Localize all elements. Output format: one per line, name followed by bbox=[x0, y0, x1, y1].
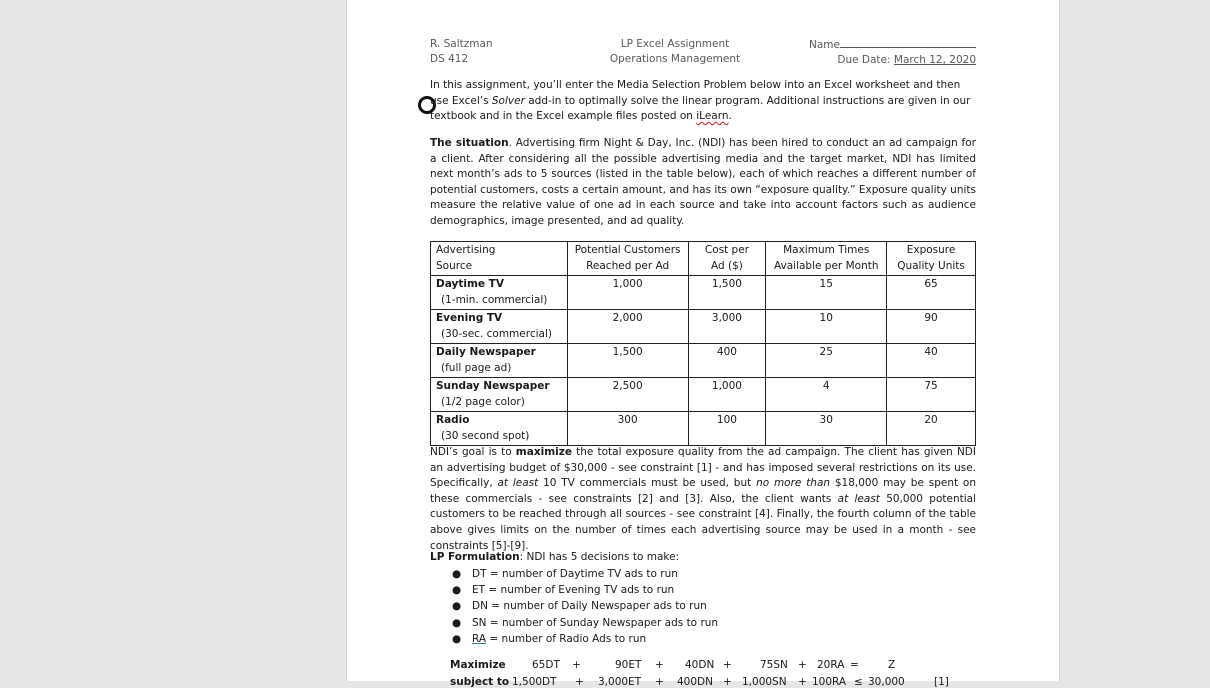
course: DS 412 bbox=[430, 53, 469, 65]
constraint-plus: + bbox=[723, 676, 732, 688]
header-customers: Potential Customers Reached per Ad bbox=[567, 242, 688, 276]
list-item bbox=[452, 598, 718, 614]
var-code: DN bbox=[472, 600, 488, 613]
table-header-row bbox=[431, 242, 976, 276]
var-code: ET bbox=[472, 584, 486, 597]
header-left bbox=[430, 37, 493, 67]
source-desc: (30-sec. commercial) bbox=[441, 327, 552, 340]
table-row bbox=[431, 310, 976, 344]
constraint-1-partial bbox=[450, 676, 980, 686]
obj-plus: + bbox=[655, 659, 664, 671]
max-cell: 25 bbox=[766, 344, 887, 378]
advertising-table bbox=[430, 241, 976, 446]
constraint-plus: + bbox=[655, 676, 664, 688]
intro-text-1: In this assignment, you’ll enter the Media Selection Problem below into an Excel worksheet and then use Excel’s bbox=[430, 79, 961, 107]
maximize-label: Maximize bbox=[450, 659, 506, 671]
header-quality: Exposure Quality Units bbox=[887, 242, 976, 276]
constraint-rhs: 30,000 bbox=[868, 676, 905, 688]
obj-term: 65DT bbox=[532, 659, 560, 671]
table-row bbox=[431, 412, 976, 446]
maximize-word: maximize bbox=[515, 446, 572, 458]
quality-cell: 65 bbox=[887, 276, 976, 310]
obj-equals: = bbox=[850, 659, 859, 671]
list-item bbox=[452, 631, 718, 647]
constraint-term: 400DN bbox=[677, 676, 713, 688]
source-desc: (30 second spot) bbox=[441, 429, 530, 442]
due-label: Due Date: bbox=[837, 54, 891, 66]
constraint-term: 3,000ET bbox=[598, 676, 642, 688]
document-page bbox=[346, 0, 1060, 688]
at-least-word: at least bbox=[497, 477, 539, 490]
name-label: Name bbox=[809, 39, 840, 51]
due-date bbox=[809, 53, 976, 68]
obj-plus: + bbox=[798, 659, 807, 671]
bullet-icon: ● bbox=[452, 616, 462, 629]
obj-z: Z bbox=[888, 659, 896, 671]
header-right bbox=[809, 37, 976, 68]
quality-cell: 90 bbox=[887, 310, 976, 344]
obj-plus: + bbox=[723, 659, 732, 671]
obj-term: 20RA bbox=[817, 659, 845, 671]
header-source: Advertising Source bbox=[431, 242, 568, 276]
source-desc: (1-min. commercial) bbox=[441, 293, 548, 306]
at-least-word: at least bbox=[837, 492, 880, 505]
situation-text: . Advertising firm Night & Day, Inc. (NDI) has been hired to conduct an ad campaign for a client. After considering all the possible advertising media and the target market, NDI has limited next month’s ads to 5 sources (listed in the table below), each of which reaches a different number of potential customers, costs a certain amount, and has its own “exposure quality.” Exposure quality units measure the relative value of one ad in each source and take into account factors such as audience demographics, image presented, and ad quality. bbox=[430, 137, 976, 227]
subject-to-label: subject to bbox=[450, 676, 510, 688]
due-date-value: March 12, 2020 bbox=[893, 54, 976, 66]
assignment-title: LP Excel Assignment bbox=[620, 38, 730, 50]
source-cell bbox=[431, 412, 568, 446]
lp-heading: LP Formulation bbox=[430, 551, 520, 563]
source-desc: (1/2 page color) bbox=[441, 395, 525, 408]
author: R. Saltzman bbox=[430, 38, 493, 50]
quality-cell: 20 bbox=[887, 412, 976, 446]
cost-cell: 1,500 bbox=[688, 276, 766, 310]
constraint-term: 1,000SN bbox=[742, 676, 787, 688]
table-row bbox=[431, 344, 976, 378]
constraint-relation: ≤ bbox=[854, 676, 863, 688]
constraint-ref: [1] bbox=[934, 676, 949, 688]
obj-term: 40DN bbox=[685, 659, 715, 671]
var-desc: = number of Sunday Newspaper ads to run bbox=[486, 616, 719, 629]
obj-term: 75SN bbox=[760, 659, 788, 671]
cost-cell: 1,000 bbox=[688, 378, 766, 412]
source-name: Evening TV bbox=[436, 312, 503, 324]
source-cell bbox=[431, 344, 568, 378]
header-center bbox=[590, 37, 760, 67]
var-desc: = number of Daytime TV ads to run bbox=[486, 568, 678, 580]
source-cell bbox=[431, 378, 568, 412]
var-code: SN bbox=[472, 616, 487, 629]
max-cell: 4 bbox=[766, 378, 887, 412]
var-desc: = number of Evening TV ads to run bbox=[485, 584, 675, 597]
obj-plus: + bbox=[572, 659, 581, 671]
source-name: Daytime TV bbox=[436, 278, 504, 290]
list-item bbox=[452, 615, 718, 631]
var-desc: = number of Radio Ads to run bbox=[486, 632, 647, 645]
source-name: Sunday Newspaper bbox=[436, 380, 550, 392]
quality-cell: 40 bbox=[887, 344, 976, 378]
source-name: Daily Newspaper bbox=[436, 346, 536, 358]
lp-formulation-intro bbox=[430, 550, 976, 566]
constraint-term: 1,500DT bbox=[512, 676, 557, 688]
customers-cell: 2,500 bbox=[567, 378, 688, 412]
table-row bbox=[431, 276, 976, 310]
solver-word: Solver bbox=[491, 94, 525, 107]
name-field bbox=[809, 37, 976, 53]
source-cell bbox=[431, 310, 568, 344]
lp-intro-text: : NDI has 5 decisions to make: bbox=[519, 551, 680, 563]
constraint-plus: + bbox=[575, 676, 584, 688]
max-cell: 10 bbox=[766, 310, 887, 344]
list-item bbox=[452, 582, 718, 598]
bullet-icon: ● bbox=[452, 584, 462, 597]
decision-variable-list bbox=[452, 566, 718, 647]
constraint-term: 100RA bbox=[812, 676, 847, 688]
obj-term: 90ET bbox=[615, 659, 642, 671]
table-row bbox=[431, 378, 976, 412]
page-header bbox=[430, 37, 976, 69]
constraint-plus: + bbox=[798, 676, 807, 688]
source-desc: (full page ad) bbox=[441, 361, 512, 374]
cost-cell: 3,000 bbox=[688, 310, 766, 344]
intro-paragraph bbox=[430, 78, 976, 125]
name-blank[interactable] bbox=[840, 37, 976, 48]
customers-cell: 2,000 bbox=[567, 310, 688, 344]
var-code: RA bbox=[472, 632, 487, 645]
customers-cell: 1,500 bbox=[567, 344, 688, 378]
cost-cell: 400 bbox=[688, 344, 766, 378]
ilearn-word: iLearn bbox=[696, 110, 729, 123]
objective-function bbox=[450, 659, 980, 675]
bullet-icon: ● bbox=[452, 568, 462, 580]
bullet-icon: ● bbox=[452, 600, 462, 613]
customers-cell: 1,000 bbox=[567, 276, 688, 310]
intro-text-3: . bbox=[728, 110, 732, 123]
source-cell bbox=[431, 276, 568, 310]
header-cost: Cost per Ad ($) bbox=[688, 242, 766, 276]
cost-cell: 100 bbox=[688, 412, 766, 446]
max-cell: 15 bbox=[766, 276, 887, 310]
bullet-icon: ● bbox=[452, 632, 462, 645]
max-cell: 30 bbox=[766, 412, 887, 446]
intro-text-2: add-in to optimally solve the linear program. Additional instructions are given in our textbook and in the Excel example files posted on bbox=[430, 94, 971, 123]
no-more-than-word: no more than bbox=[756, 477, 831, 490]
quality-cell: 75 bbox=[887, 378, 976, 412]
subject: Operations Management bbox=[609, 53, 741, 65]
source-name: Radio bbox=[436, 414, 470, 426]
situation-heading: The situation bbox=[430, 137, 509, 149]
list-item bbox=[452, 566, 718, 582]
situation-paragraph bbox=[430, 136, 976, 230]
goal-paragraph: NDI’s goal is to maximize the total exposure quality from the ad campaign. The client has given NDI an advertising budget of $30,000 - see constraint [1] - and has imposed several restrictions on its use. Specifically, at least 10 TV commercials must be used, but no more than $18,000 may be spent on these commercials - see constraints [2] and [3]. Also, the client wants at least 50,000 potential customers to be reached through all sources - see constraint [4]. Finally, the fourth column of the table above gives limits on the number of times each advertising source may be used in a month - see constraints [5]-[9]. bbox=[430, 446, 976, 552]
var-code: DT bbox=[472, 568, 487, 580]
header-max: Maximum Times Available per Month bbox=[766, 242, 887, 276]
customers-cell: 300 bbox=[567, 412, 688, 446]
var-desc: = number of Daily Newspaper ads to run bbox=[487, 600, 707, 613]
